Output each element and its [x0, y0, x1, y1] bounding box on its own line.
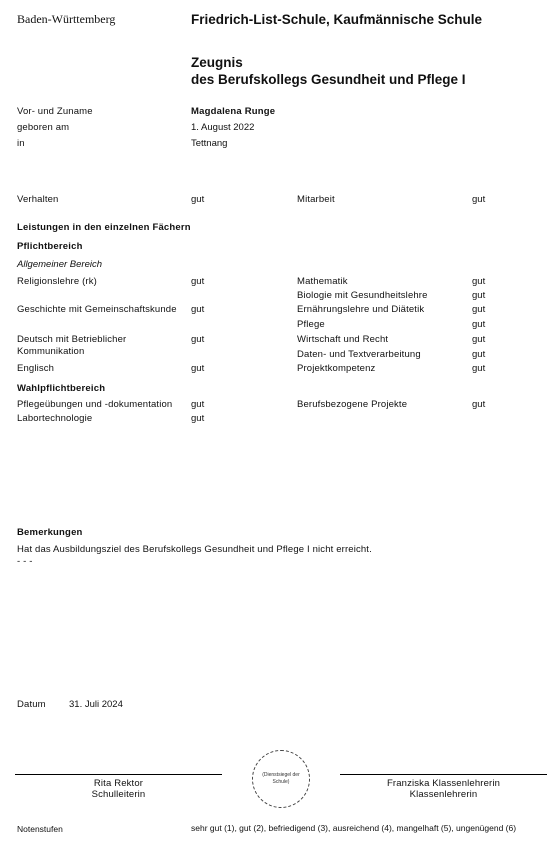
subject-name: Wirtschaft und Recht: [297, 334, 389, 345]
general-heading: Allgemeiner Bereich: [17, 259, 103, 270]
principal-name: Rita Rektor: [93, 778, 144, 789]
subject-name: Mathematik: [297, 276, 348, 287]
subject-name: Biologie mit Gesundheitslehre: [297, 290, 428, 301]
subject-grade: gut: [191, 399, 205, 410]
cooperation-grade: gut: [472, 194, 486, 205]
subject-name: Ernährungslehre und Diätetik: [297, 304, 425, 315]
grade-scale-text: sehr gut (1), gut (2), befriedigend (3), ausreichend (4), mangelhaft (5), ungenügend (6): [191, 823, 517, 833]
elective-heading: Wahlpflichtbereich: [17, 383, 106, 394]
subject-grade: gut: [472, 276, 486, 287]
subject-grade: gut: [191, 304, 205, 315]
birth-place: Tettnang: [191, 138, 228, 149]
name-label: Vor- und Zuname: [17, 106, 93, 117]
remarks-heading: Bemerkungen: [17, 527, 83, 538]
subject-grade: gut: [472, 304, 486, 315]
subject-grade: gut: [191, 363, 205, 374]
birth-date: 1. August 2022: [191, 122, 255, 133]
subject-grade: gut: [472, 290, 486, 301]
state-name: Baden-Württemberg: [17, 12, 116, 26]
subject-grade: gut: [472, 363, 486, 374]
subject-name: Englisch: [17, 363, 55, 374]
student-name: Magdalena Runge: [191, 106, 276, 117]
subject-grade: gut: [472, 399, 486, 410]
subject-name: Pflege: [297, 319, 325, 330]
subject-grade: gut: [472, 334, 486, 345]
subject-grade: gut: [191, 334, 205, 345]
subject-name: Labortechnologie: [17, 413, 93, 424]
remarks-text: Hat das Ausbildungsziel des Berufskollegs Gesundheit und Pflege I nicht erreicht.: [17, 544, 372, 555]
subject-name: Projektkompetenz: [297, 363, 376, 374]
date-label: Datum: [17, 699, 46, 710]
seal-text: (Dienstsiegel der Schule): [262, 772, 300, 785]
subject-grade: gut: [472, 349, 486, 360]
date-value: 31. Juli 2024: [69, 699, 123, 710]
behavior-label: Verhalten: [17, 194, 59, 205]
school-seal: [252, 750, 310, 808]
school-name: Friedrich-List-Schule, Kaufmännische Schule: [191, 12, 483, 27]
subject-name: Pflegeübungen und -dokumentation: [17, 399, 173, 410]
behavior-grade: gut: [191, 194, 205, 205]
place-label: in: [17, 138, 25, 149]
grade-scale-label: Notenstufen: [17, 824, 63, 834]
right-signature-line: [340, 774, 547, 775]
document-title: Zeugnis: [191, 55, 243, 70]
left-signature-line: [15, 774, 222, 775]
subject-name: Religionslehre (rk): [17, 276, 97, 287]
remarks-dashes: - - -: [17, 556, 33, 567]
subject-name: Berufsbezogene Projekte: [297, 399, 408, 410]
performance-heading: Leistungen in den einzelnen Fächern: [17, 222, 191, 233]
born-label: geboren am: [17, 122, 70, 133]
teacher-name: Franziska Klassenlehrerin: [386, 778, 501, 789]
required-heading: Pflichtbereich: [17, 241, 83, 252]
cooperation-label: Mitarbeit: [297, 194, 335, 205]
subject-grade: gut: [191, 413, 205, 424]
subject-grade: gut: [472, 319, 486, 330]
subject-grade: gut: [191, 276, 205, 287]
principal-role: Schulleiterin: [91, 789, 146, 800]
subject-name: Deutsch mit Betrieblicher Kommunikation: [17, 334, 127, 357]
teacher-role: Klassenlehrerin: [409, 789, 478, 800]
subject-name: Geschichte mit Gemeinschaftskunde: [17, 304, 177, 315]
document-subtitle: des Berufskollegs Gesundheit und Pflege I: [191, 72, 466, 87]
subject-name: Daten- und Textverarbeitung: [297, 349, 421, 360]
